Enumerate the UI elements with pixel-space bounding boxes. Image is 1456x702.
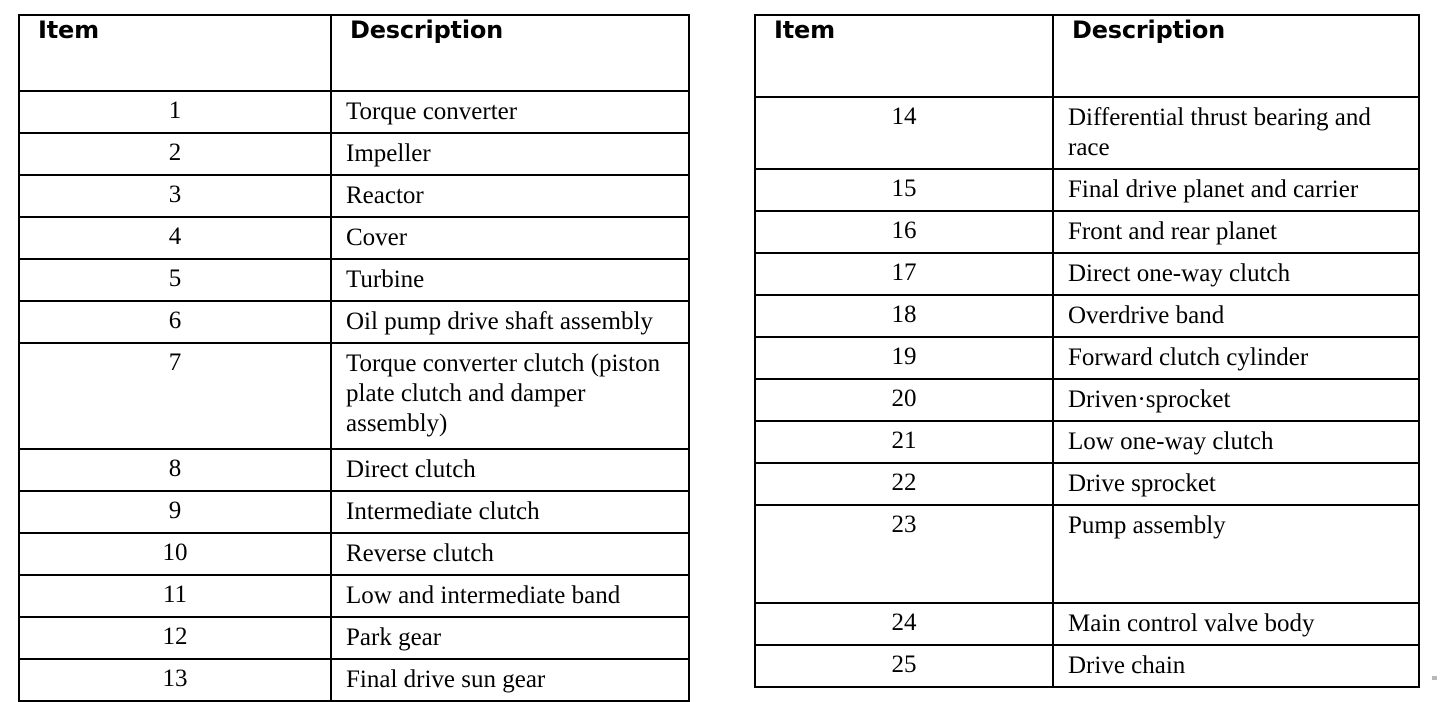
table-row [19, 617, 689, 659]
cell-description-value: Turbine [346, 266, 425, 293]
parts-table-left [18, 14, 690, 702]
cell-item [755, 337, 1053, 379]
column-header-item-label: Item [774, 16, 835, 44]
cell-item-value: 3 [168, 181, 182, 208]
table-row [19, 259, 689, 301]
cell-description-value: Park gear [346, 624, 442, 651]
cell-item [755, 645, 1053, 687]
cell-item [755, 505, 1053, 603]
cell-item-value: 18 [891, 301, 917, 328]
cell-item-value: 5 [168, 265, 182, 292]
cell-item-value: 6 [168, 307, 182, 334]
cell-item [19, 617, 331, 659]
cell-description [331, 175, 689, 217]
cell-item [755, 169, 1053, 211]
table-row [19, 133, 689, 175]
cell-description-value: Driven·sprocket [1068, 386, 1231, 413]
cell-item-value: 13 [162, 665, 188, 692]
cell-description-value: Oil pump drive shaft assembly [346, 308, 653, 335]
cell-item [755, 421, 1053, 463]
cell-description-value: Drive chain [1068, 652, 1186, 679]
cell-description [1053, 211, 1419, 253]
table-row [755, 211, 1419, 253]
table-row [19, 175, 689, 217]
cell-item-value: 19 [891, 343, 917, 370]
cell-description [331, 91, 689, 133]
cell-item [755, 295, 1053, 337]
cell-description-value: Reverse clutch [346, 540, 494, 567]
cell-description [331, 491, 689, 533]
cell-description-value: Cover [346, 224, 408, 251]
cell-description-value: Impeller [346, 140, 431, 167]
column-header-item [755, 15, 1053, 97]
table-row [19, 575, 689, 617]
column-header-description [331, 15, 689, 91]
cell-item [755, 211, 1053, 253]
cell-description [331, 617, 689, 659]
table-row [19, 659, 689, 701]
cell-description-value: Drive sprocket [1068, 470, 1216, 497]
cell-item-value: 20 [891, 385, 917, 412]
column-header-item [19, 15, 331, 91]
cell-description [1053, 253, 1419, 295]
cell-item-value: 17 [891, 259, 917, 286]
cell-description [1053, 603, 1419, 645]
cell-item-value: 16 [891, 217, 917, 244]
cell-item [19, 659, 331, 701]
table-row [755, 379, 1419, 421]
cell-description-value: Differential thrust bearing and race [1068, 104, 1371, 161]
cell-item [19, 259, 331, 301]
cell-description-value: Overdrive band [1068, 302, 1225, 329]
cell-item [19, 575, 331, 617]
cell-item-value: 10 [162, 539, 188, 566]
cell-item [19, 449, 331, 491]
cell-description [1053, 421, 1419, 463]
table-row [755, 97, 1419, 169]
parts-table-left-body [19, 91, 689, 701]
cell-item [19, 491, 331, 533]
column-header-description [1053, 15, 1419, 97]
cell-item-value: 2 [168, 139, 182, 166]
cell-description [331, 343, 689, 449]
cell-item [19, 217, 331, 259]
cell-description-value: Torque converter [346, 98, 518, 125]
cell-item-value: 11 [162, 581, 188, 608]
table-row [755, 463, 1419, 505]
cell-item [19, 343, 331, 449]
cell-description-value: Pump assembly [1068, 512, 1226, 539]
cell-item [755, 603, 1053, 645]
cell-item [19, 533, 331, 575]
table-row [755, 603, 1419, 645]
cell-description [331, 133, 689, 175]
parts-table-right-body [755, 97, 1419, 687]
cell-description [1053, 337, 1419, 379]
cell-description-value: Direct one-way clutch [1068, 260, 1291, 287]
cell-description-value: Main control valve body [1068, 610, 1315, 637]
table-row [755, 169, 1419, 211]
cell-description-value: Final drive sun gear [346, 666, 546, 693]
cell-item-value: 15 [891, 175, 917, 202]
cell-description [1053, 295, 1419, 337]
table-row [19, 91, 689, 133]
cell-description-value: Low one-way clutch [1068, 428, 1274, 455]
table-row [755, 253, 1419, 295]
cell-item [19, 301, 331, 343]
cell-item-value: 8 [168, 455, 182, 482]
cell-item-value: 9 [168, 497, 182, 524]
cell-description [1053, 169, 1419, 211]
cell-description-value: Low and intermediate band [346, 582, 621, 609]
cell-item-value: 24 [891, 609, 917, 636]
cell-description [331, 575, 689, 617]
cell-item [755, 379, 1053, 421]
cell-description [331, 533, 689, 575]
cell-item [755, 97, 1053, 169]
cell-description-value: Direct clutch [346, 456, 476, 483]
table-row [755, 295, 1419, 337]
cell-item [19, 91, 331, 133]
cell-description-value: Final drive planet and carrier [1068, 176, 1359, 203]
cell-description [331, 259, 689, 301]
cell-description [1053, 505, 1419, 603]
cell-item-value: 25 [891, 651, 917, 678]
table-row [19, 301, 689, 343]
table-row [19, 533, 689, 575]
cell-description-value: Intermediate clutch [346, 498, 540, 525]
cell-description-value: Forward clutch cylinder [1068, 344, 1309, 371]
cell-description [1053, 97, 1419, 169]
table-row [755, 505, 1419, 603]
cell-description-value: Torque converter clutch (piston plate clutch and damper assembly) [346, 350, 661, 437]
column-header-description-label: Description [1072, 16, 1226, 44]
scan-artifact [1432, 676, 1437, 680]
cell-description [331, 301, 689, 343]
cell-description [1053, 379, 1419, 421]
cell-description [331, 217, 689, 259]
cell-description [331, 449, 689, 491]
cell-description [1053, 463, 1419, 505]
table-row [755, 421, 1419, 463]
table-header-row [755, 15, 1419, 97]
cell-item-value: 21 [891, 427, 917, 454]
cell-description [331, 659, 689, 701]
cell-item-value: 12 [162, 623, 188, 650]
cell-item [19, 133, 331, 175]
parts-table-left-wrapper [18, 14, 690, 702]
cell-item-value: 14 [891, 103, 917, 130]
table-row [19, 449, 689, 491]
table-row [19, 491, 689, 533]
column-header-item-label: Item [38, 16, 99, 44]
cell-item-value: 4 [168, 223, 182, 250]
cell-description [1053, 645, 1419, 687]
cell-item-value: 7 [168, 349, 182, 376]
table-row [755, 645, 1419, 687]
cell-description-value: Front and rear planet [1068, 218, 1277, 245]
table-row [19, 343, 689, 449]
cell-item-value: 22 [891, 469, 917, 496]
cell-item-value: 1 [168, 97, 182, 124]
column-header-description-label: Description [350, 16, 504, 44]
parts-table-right-wrapper [754, 14, 1420, 688]
cell-item-value: 23 [891, 511, 917, 538]
table-header-row [19, 15, 689, 91]
table-row [19, 217, 689, 259]
cell-item [19, 175, 331, 217]
cell-item [755, 463, 1053, 505]
table-row [755, 337, 1419, 379]
cell-item [755, 253, 1053, 295]
parts-table-right [754, 14, 1420, 688]
cell-description-value: Reactor [346, 182, 424, 209]
